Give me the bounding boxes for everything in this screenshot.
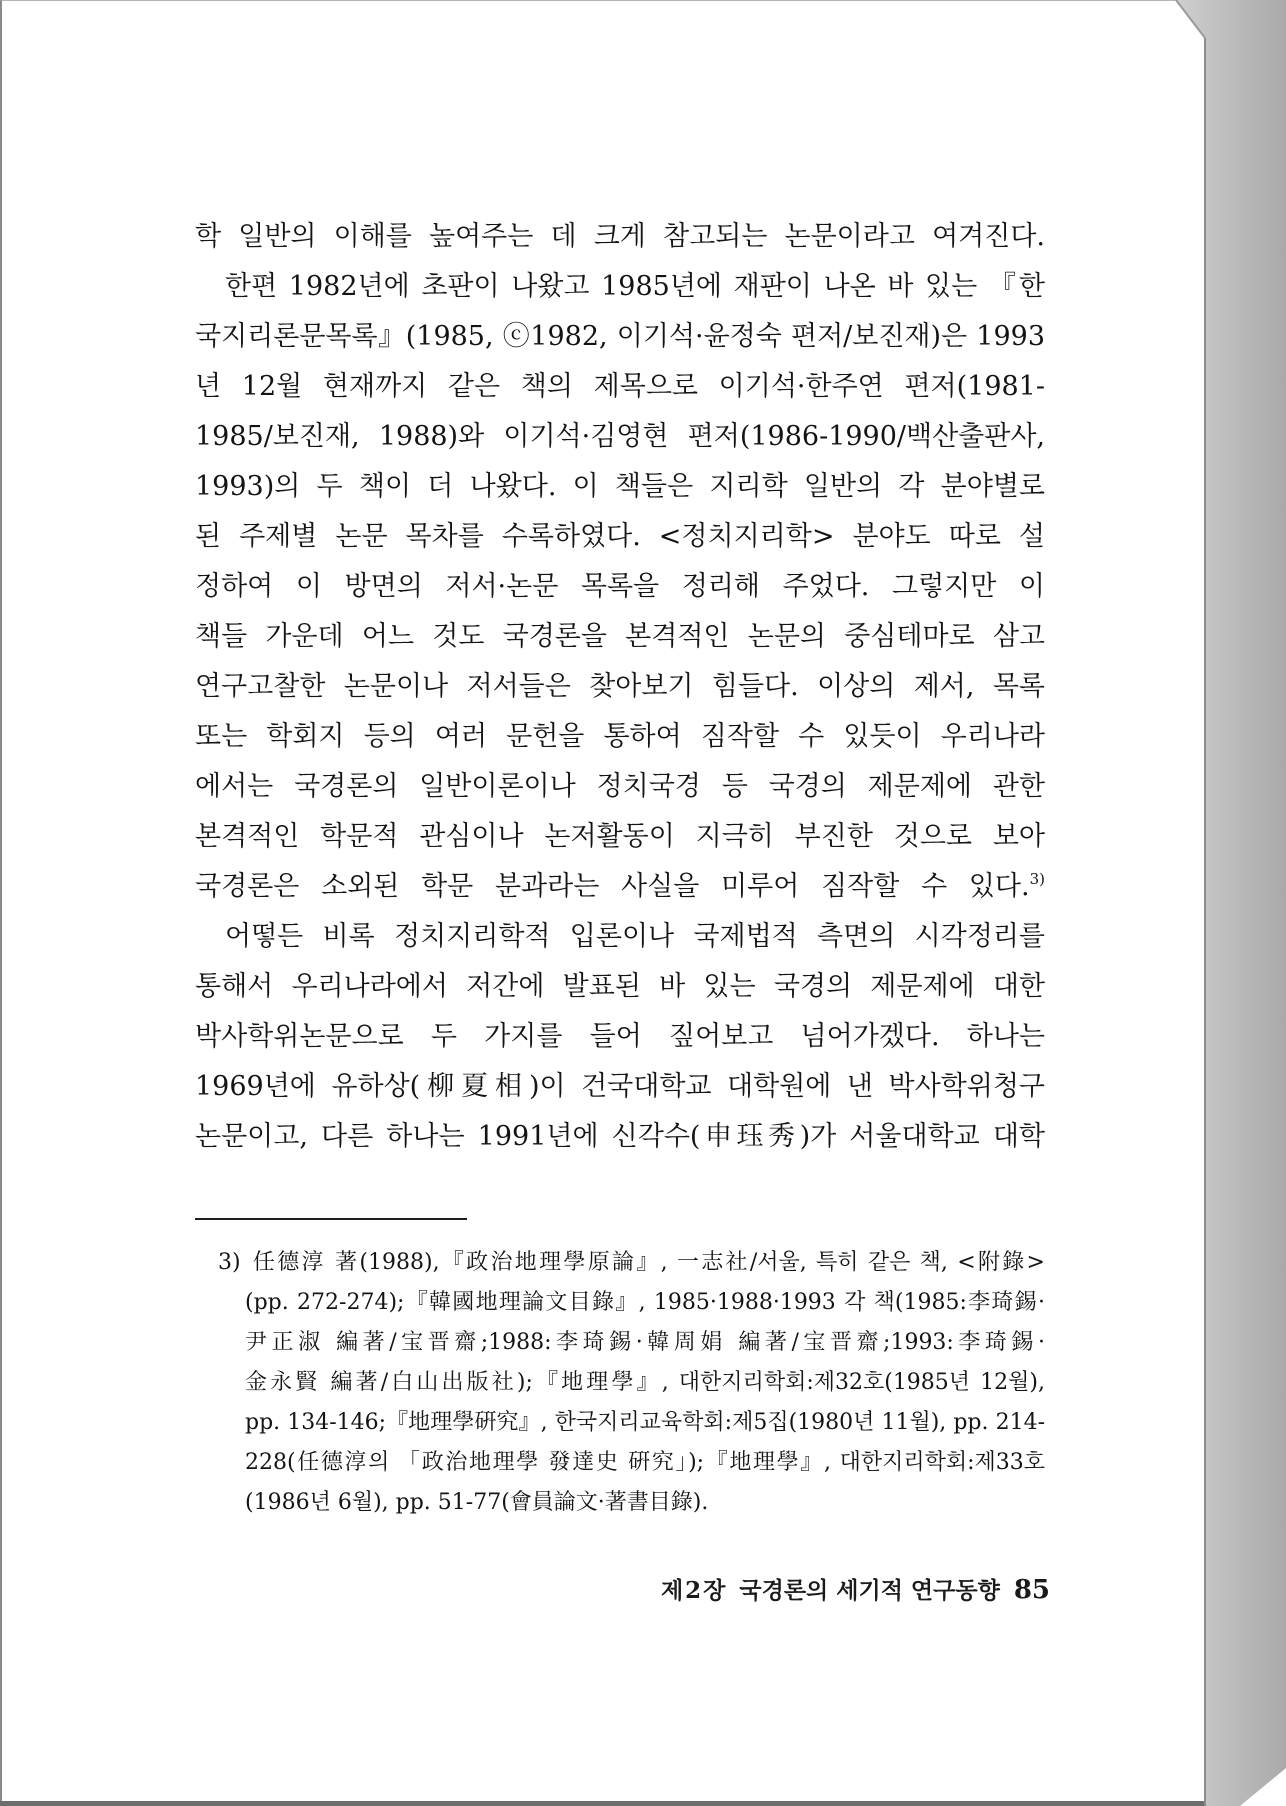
body-text bbox=[195, 212, 1045, 1162]
line-text: 정하여 이 방면의 저서·논문 목록을 정리해 주었다. 그렇지만 이 bbox=[195, 571, 1045, 602]
line-text: 학 일반의 이해를 높여주는 데 크게 참고되는 논문이라고 여겨진다. bbox=[195, 221, 1045, 252]
footnote-separator bbox=[195, 1218, 467, 1220]
line-text: 1985/보진재, 1988)와 이기석·김영현 편저(1986-1990/백산출판사, bbox=[195, 421, 1045, 452]
footnote-line bbox=[218, 1483, 1045, 1523]
line-text: 1993)의 두 책이 더 나왔다. 이 책들은 지리학 일반의 각 분야별로 bbox=[195, 471, 1045, 502]
footnote-line bbox=[218, 1443, 1045, 1483]
line-text: 년 12월 현재까지 같은 책의 제목으로 이기석·한주연 편저(1981- bbox=[195, 371, 1045, 402]
footnote-text: 金永賢 編著/白山出版社);『地理學』, 대한지리학회:제32호(1985년 12월), bbox=[245, 1370, 1045, 1395]
footnote-line bbox=[218, 1243, 1045, 1283]
line-text: 연구고찰한 논문이나 저서들은 찾아보기 힘들다. 이상의 제서, 목록 bbox=[195, 671, 1045, 702]
line-text: 국지리론문목록』(1985, ⓒ1982, 이기석·윤정숙 편저/보진재)은 1993 bbox=[195, 321, 1045, 352]
body-line bbox=[195, 312, 1045, 362]
footnote-text: 尹正淑 編著/宝晋齋;1988:李琦錫·韓周娟 編著/宝晋齋;1993:李琦錫· bbox=[245, 1330, 1045, 1355]
body-line bbox=[195, 962, 1045, 1012]
footnote-text: pp. 134-146;『地理學硏究』, 한국지리교육학회:제5집(1980년 11월), pp. 214- bbox=[245, 1410, 1045, 1435]
line-text: 본격적인 학문적 관심이나 논저활동이 지극히 부진한 것으로 보아 bbox=[195, 821, 1045, 852]
body-line bbox=[195, 762, 1045, 812]
line-text: 책들 가운데 어느 것도 국경론을 본격적인 논문의 중심테마로 삼고 bbox=[195, 621, 1045, 652]
line-text: 어떻든 비록 정치지리학적 입론이나 국제법적 측면의 시각정리를 bbox=[225, 921, 1045, 952]
line-text: 박사학위논문으로 두 가지를 들어 짚어보고 넘어가겠다. 하나는 bbox=[195, 1021, 1045, 1052]
body-line bbox=[195, 212, 1045, 262]
line-text: 또는 학회지 등의 여러 문헌을 통하여 짐작할 수 있듯이 우리나라 bbox=[195, 721, 1045, 752]
body-line bbox=[195, 862, 1045, 912]
body-line bbox=[195, 1112, 1045, 1162]
body-line bbox=[195, 612, 1045, 662]
body-line bbox=[195, 912, 1045, 962]
footnote-marker: 3) bbox=[218, 1250, 241, 1275]
body-line bbox=[195, 1012, 1045, 1062]
footnote-text: 228(任德淳의 「政治地理學 發達史 硏究」);『地理學』, 대한지리학회:제33호 bbox=[245, 1450, 1045, 1475]
page-bottom-shadow bbox=[0, 1801, 1232, 1806]
body-line bbox=[195, 412, 1045, 462]
footnote-text: 任德淳 著(1988),『政治地理學原論』, 一志社/서울, 특히 같은 책, <附錄> bbox=[250, 1250, 1045, 1275]
body-line bbox=[195, 562, 1045, 612]
line-text: 통해서 우리나라에서 저간에 발표된 바 있는 국경의 제문제에 대한 bbox=[195, 971, 1045, 1002]
body-line bbox=[195, 1062, 1045, 1112]
footnote-line bbox=[218, 1403, 1045, 1443]
chapter-title: 국경론의 세기적 연구동향 bbox=[739, 1577, 1000, 1604]
body-line bbox=[195, 262, 1045, 312]
line-text: 논문이고, 다른 하나는 1991년에 신각수(申珏秀)가 서울대학교 대학 bbox=[195, 1121, 1045, 1152]
body-line bbox=[195, 812, 1045, 862]
chapter-label: 제2장 bbox=[660, 1577, 728, 1604]
footnote-line bbox=[218, 1323, 1045, 1363]
footnote-text: (1986년 6월), pp. 51-77(會員論文·著書目錄). bbox=[245, 1490, 709, 1515]
page-number: 85 bbox=[1013, 1575, 1050, 1605]
line-text: 한편 1982년에 초판이 나왔고 1985년에 재판이 나온 바 있는 『한 bbox=[225, 271, 1045, 302]
line-text: 국경론은 소외된 학문 분과라는 사실을 미루어 짐작할 수 있다. bbox=[195, 871, 1030, 902]
body-line bbox=[195, 462, 1045, 512]
footnote-line bbox=[218, 1283, 1045, 1323]
line-text: 에서는 국경론의 일반이론이나 정치국경 등 국경의 제문제에 관한 bbox=[195, 771, 1045, 802]
body-line bbox=[195, 512, 1045, 562]
footnote-line bbox=[218, 1363, 1045, 1403]
footnote-reference[interactable]: 3) bbox=[1029, 870, 1045, 888]
body-line bbox=[195, 362, 1045, 412]
body-line bbox=[195, 662, 1045, 712]
body-line bbox=[195, 712, 1045, 762]
footnote bbox=[218, 1243, 1045, 1523]
line-text: 된 주제별 논문 목차를 수록하였다. <정치지리학> 분야도 따로 설 bbox=[195, 521, 1045, 552]
line-text: 1969년에 유하상(柳夏相)이 건국대학교 대학원에 낸 박사학위청구 bbox=[195, 1071, 1045, 1102]
running-footer bbox=[560, 1570, 1050, 1610]
footnote-text: (pp. 272-274);『韓國地理論文目錄』, 1985·1988·1993 각 책(1985:李琦錫· bbox=[245, 1290, 1045, 1315]
